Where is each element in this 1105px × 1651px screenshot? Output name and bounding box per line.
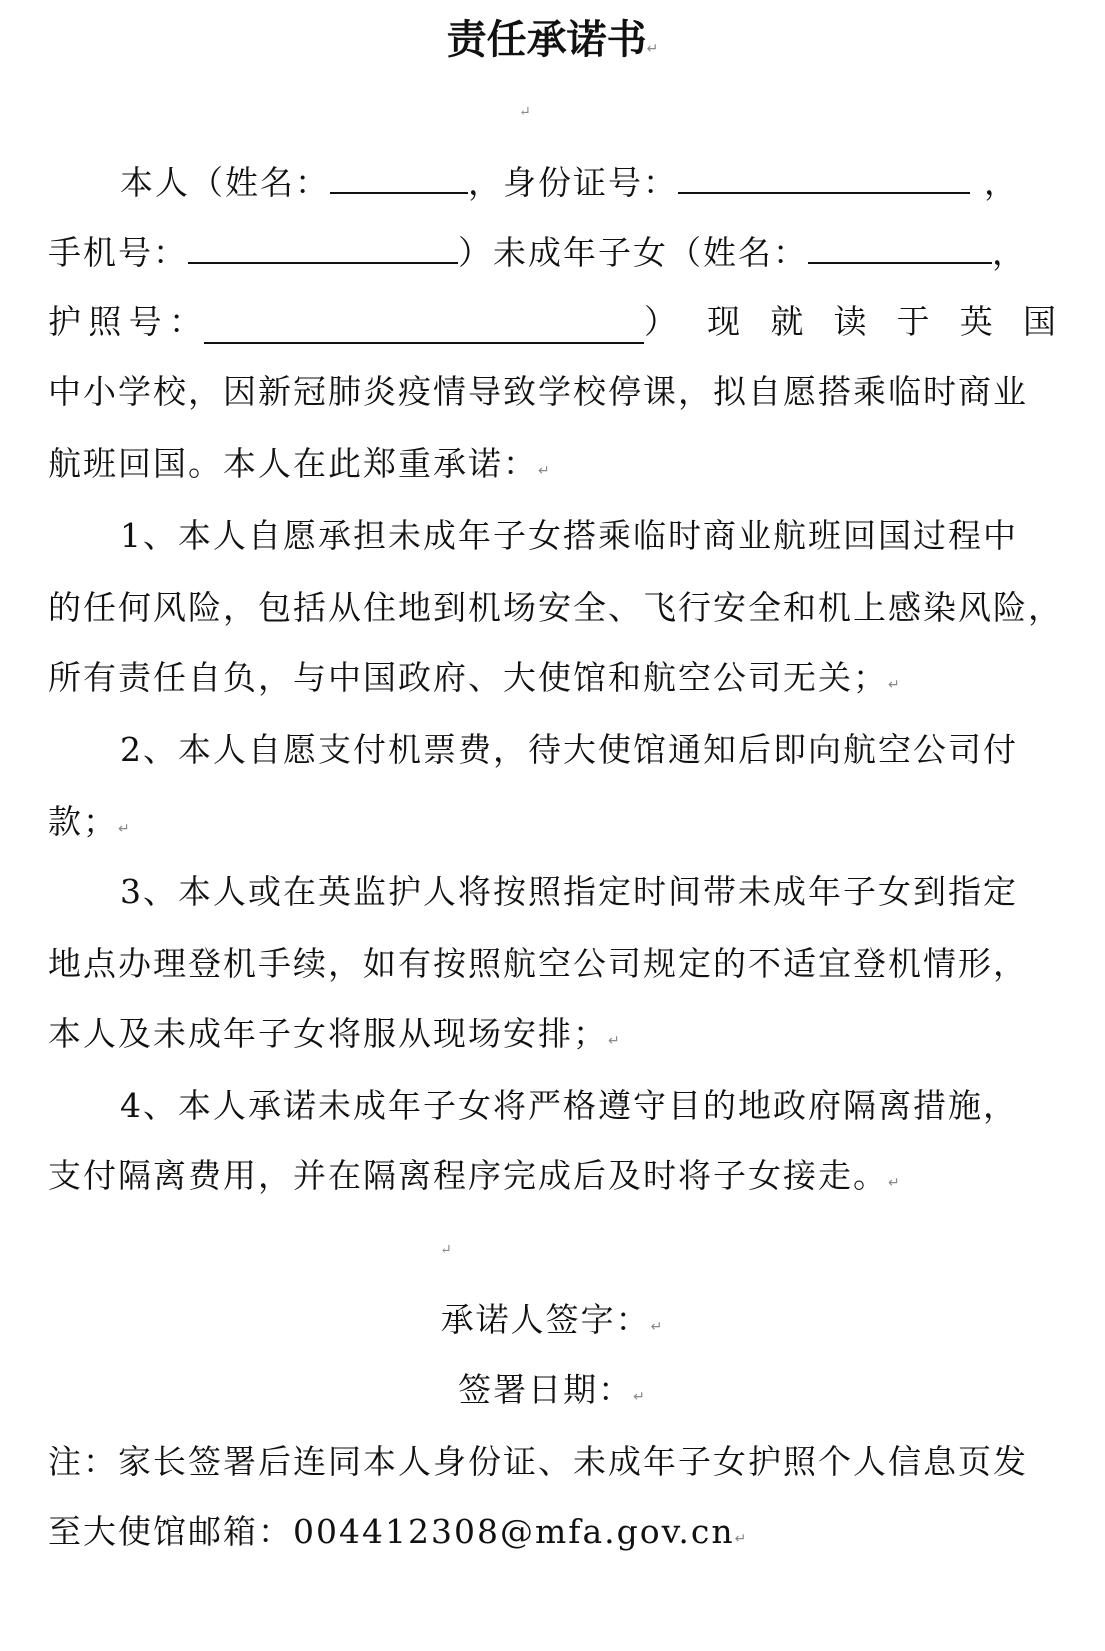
date-label: 签署日期： xyxy=(458,1370,634,1409)
phone-blank[interactable] xyxy=(188,228,458,264)
paragraph-mark-icon: ↵ xyxy=(538,463,552,479)
item-3-line-2: 地点办理登机手续，如有按照航空公司规定的不适宜登机情形， xyxy=(48,944,1028,983)
embassy-email: 至大使馆邮箱：004412308@mfa.gov.cn xyxy=(48,1512,735,1551)
intro-line-3: 护 照 号 ： ） 现 就 读 于 英 国 xyxy=(48,300,1058,344)
paragraph-mark-icon: ↵ xyxy=(734,1531,749,1547)
paragraph-mark-icon: ↵ xyxy=(608,1033,622,1049)
intro-line-1: 本人（姓名： ，身份证号： ， xyxy=(120,158,1058,205)
intro-line-5: 航班回国。本人在此郑重承诺：↵ xyxy=(48,444,552,483)
item-1-line-1: 1、本人自愿承担未成年子女搭乘临时商业航班回国过程中 xyxy=(120,516,1018,555)
item-3-line-1: 3、本人或在英监护人将按照指定时间带未成年子女到指定 xyxy=(120,872,1018,911)
paragraph-mark-icon: ↵ xyxy=(888,677,902,693)
child-name-blank[interactable] xyxy=(808,228,992,264)
intro-line-2: 手机号： ）未成年子女（姓名： ， xyxy=(48,228,1058,275)
name-blank[interactable] xyxy=(330,158,468,194)
paragraph-mark-icon: ↵ xyxy=(650,1319,665,1335)
intro-line-4: 中小学校，因新冠肺炎疫情导致学校停课，拟自愿搭乘临时商业 xyxy=(48,372,1028,411)
signature-line xyxy=(0,1298,1105,1349)
date-line xyxy=(0,1368,1105,1419)
item-3-line-3: 本人及未成年子女将服从现场安排；↵ xyxy=(48,1014,622,1053)
id-number-blank[interactable] xyxy=(678,158,970,194)
paragraph-mark-icon: ↵ xyxy=(888,1175,902,1191)
item-2-line-2: 款；↵ xyxy=(48,802,132,841)
item-4-line-2: 支付隔离费用，并在隔离程序完成后及时将子女接走。↵ xyxy=(48,1156,902,1195)
item-1-line-2: 的任何风险，包括从住地到机场安全、飞行安全和机上感染风险， xyxy=(48,588,1063,627)
title-text: 责任承诺书 xyxy=(446,17,647,63)
paragraph-mark-icon: ↵ xyxy=(118,821,132,837)
paragraph-mark-icon: ↵ xyxy=(440,1242,452,1258)
paragraph-mark-icon: ↵ xyxy=(646,41,659,57)
document-title xyxy=(0,10,1105,79)
signature-label: 承诺人签字： xyxy=(440,1300,651,1339)
item-2-line-1: 2、本人自愿支付机票费，待大使馆通知后即向航空公司付 xyxy=(120,730,1018,769)
paragraph-mark-icon: ↵ xyxy=(633,1389,647,1405)
note-line-1: 注：家长签署后连同本人身份证、未成年子女护照个人信息页发 xyxy=(48,1442,1028,1481)
passport-blank[interactable] xyxy=(204,308,644,344)
note-line-2 xyxy=(48,1510,1058,1561)
item-4-line-1: 4、本人承诺未成年子女将严格遵守目的地政府隔离措施， xyxy=(120,1086,1018,1125)
paragraph-mark-icon: ↵ xyxy=(519,104,531,120)
item-1-line-3: 所有责任自负，与中国政府、大使馆和航空公司无关；↵ xyxy=(48,658,902,697)
